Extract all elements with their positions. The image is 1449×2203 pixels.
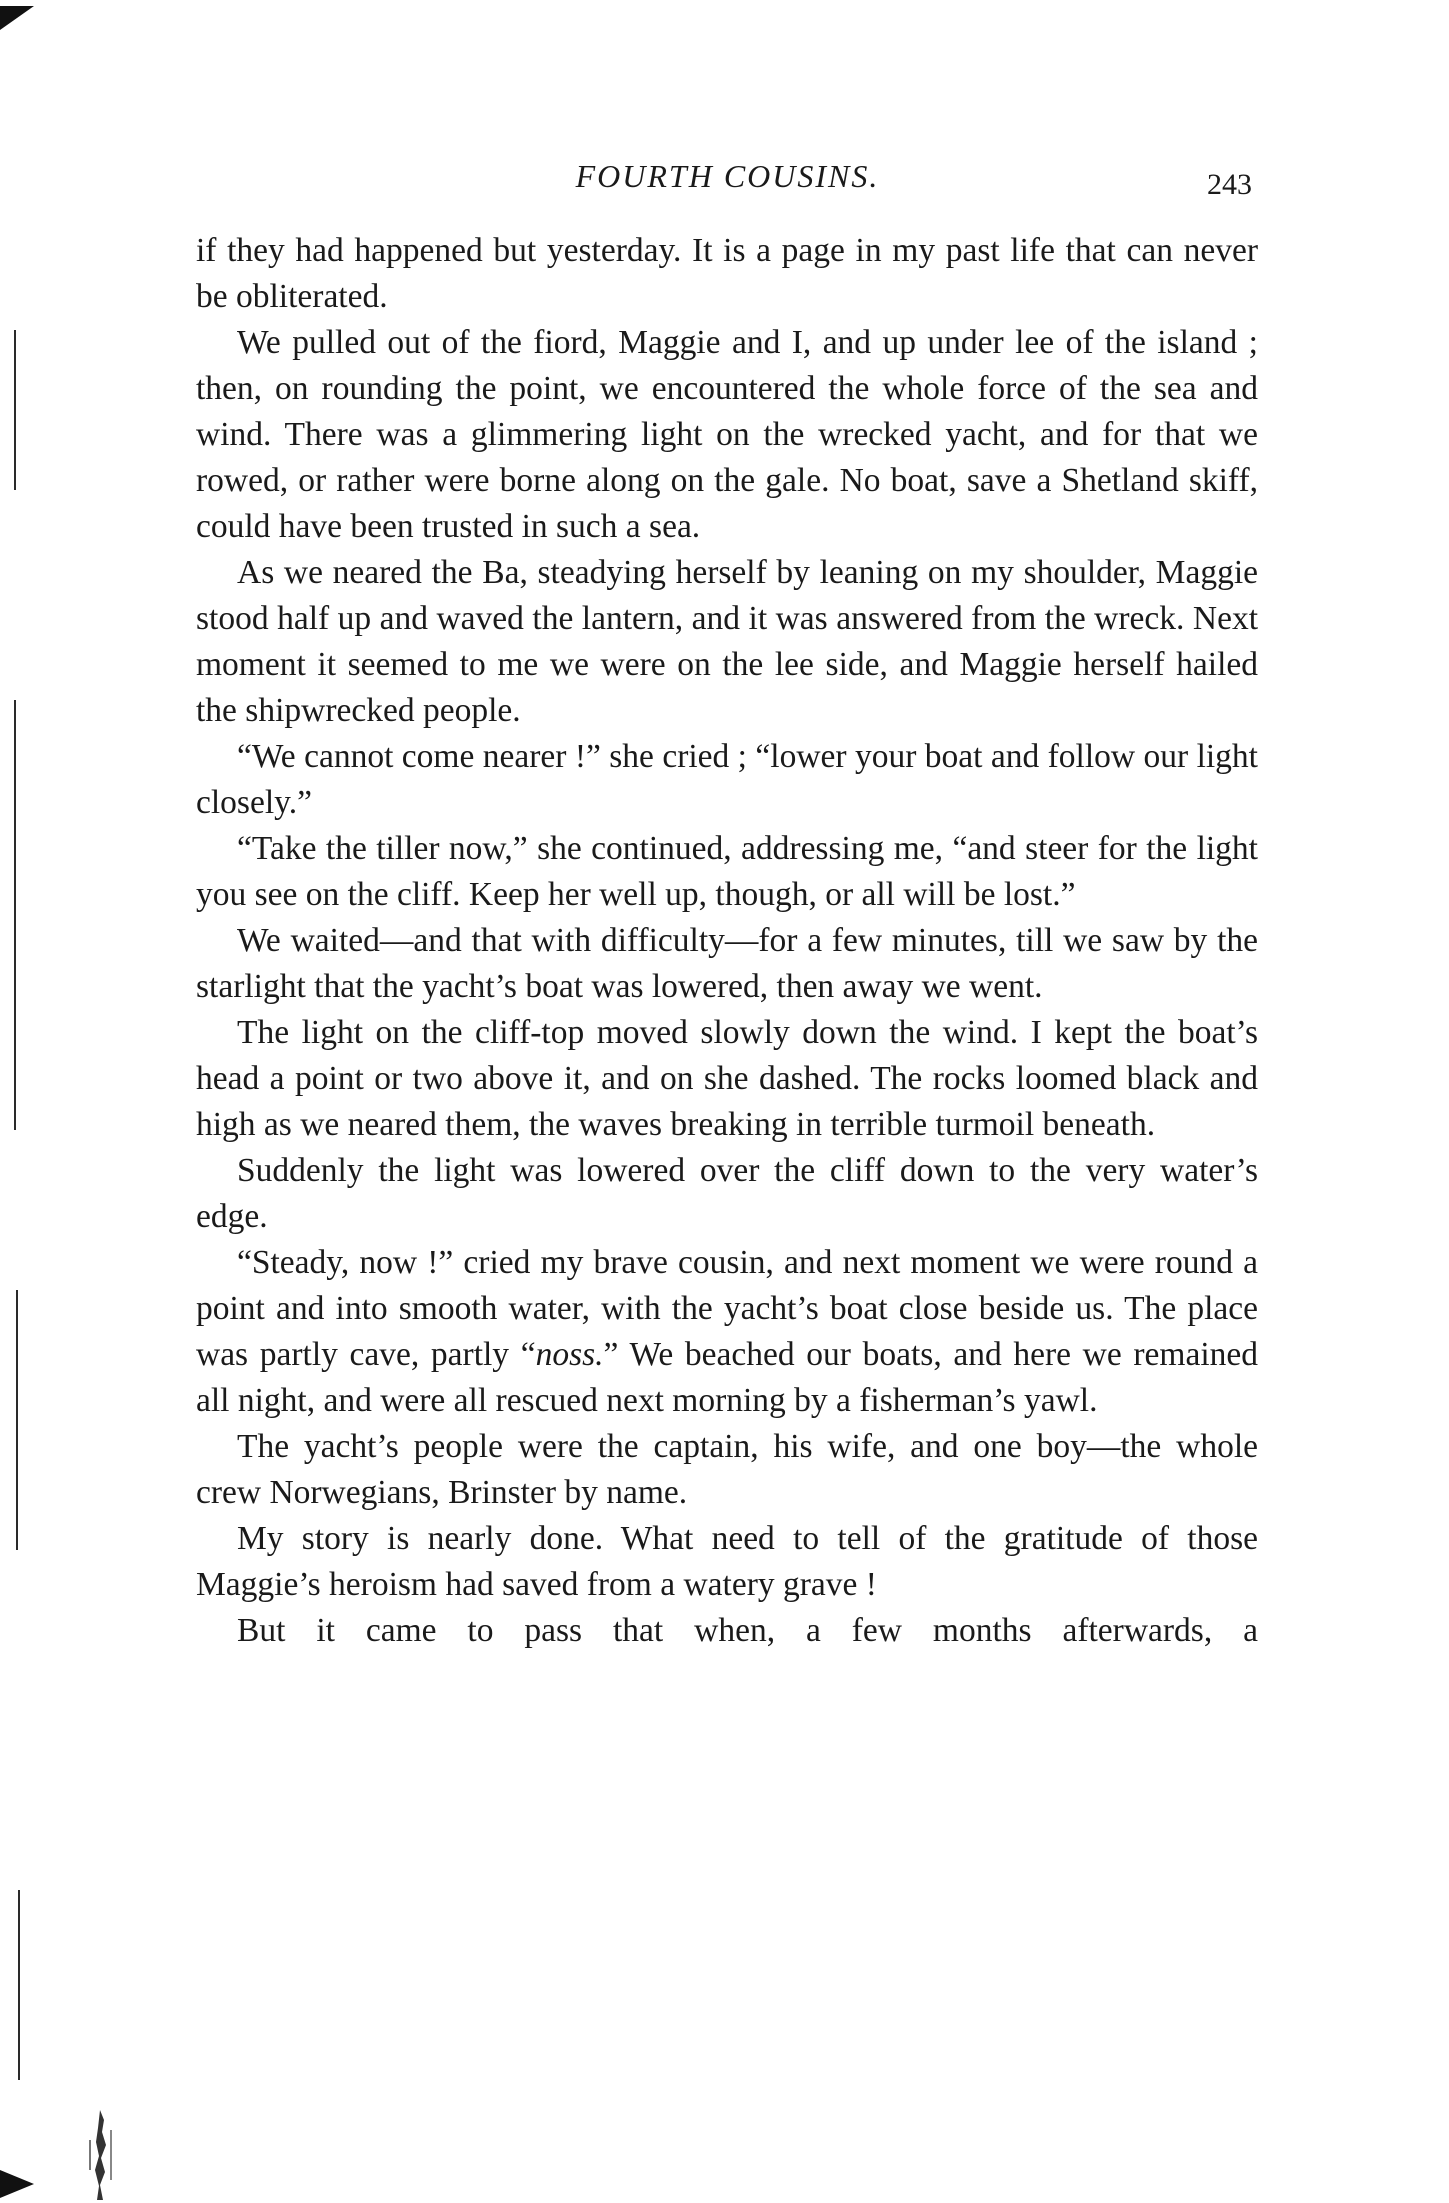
paragraph: We pulled out of the fiord, Maggie and I, and up under lee of the island ; then, on rounding the point, we encountered the whole force of the sea and wind. There was a glimmering light on the wrecked yacht, and for that we rowed, or rather were borne along on the gale. No boat, save a Shetland skiff, could have been trusted in such a sea. — [196, 324, 1258, 545]
paragraph: The yacht’s people were the captain, his wife, and one boy—the whole crew Norwegians, Brinster by name. — [196, 1428, 1258, 1511]
scan-margin-line — [16, 1290, 18, 1550]
page-header — [195, 158, 1260, 208]
scan-gutter-smudge — [86, 2110, 116, 2200]
paragraph-text: ” We beached our boats, and here we remained all night, and were all rescued next morning by a fisherman’s yawl. — [196, 1336, 1258, 1419]
paragraph-text: “Steady, now !” cried my brave cousin, and next moment we were round a point and into smooth water, with the yacht’s boat close beside us. The place was partly cave, partly “ — [196, 1244, 1258, 1373]
scan-corner-mark-top — [0, 6, 34, 30]
paragraph: But it came to pass that when, a few months afterwards, a — [237, 1612, 1258, 1649]
page-number: 243 — [1207, 168, 1252, 201]
paragraph: The light on the cliff-top moved slowly down the wind. I kept the boat’s head a point or two above it, and on she dashed. The rocks loomed black and high as we neared them, the waves breaking in terrible turmoil beneath. — [196, 1014, 1258, 1143]
italic-term: noss. — [535, 1336, 604, 1373]
paragraph: “Take the tiller now,” she continued, addressing me, “and steer for the light you see on the cliff. Keep her well up, though, or all will be lost.” — [196, 830, 1258, 913]
scan-margin-line — [14, 330, 16, 490]
scan-margin-line — [14, 700, 16, 1130]
scan-margin-line — [18, 1890, 20, 2080]
paragraph: As we neared the Ba, steadying herself by leaning on my shoulder, Maggie stood half up and waved the lantern, and it was answered from the wreck. Next moment it seemed to me we were on the lee side, and Maggie herself hailed the shipwrecked people. — [196, 554, 1258, 729]
running-title: FOURTH COUSINS. — [575, 158, 880, 194]
paragraph — [196, 1240, 1258, 1424]
scan-corner-mark-bottom — [0, 2170, 34, 2198]
paragraph: Suddenly the light was lowered over the cliff down to the very water’s edge. — [196, 1152, 1258, 1235]
paragraph: if they had happened but yesterday. It is a page in my past life that can never be obliterated. — [196, 232, 1258, 315]
paragraph: “We cannot come nearer !” she cried ; “lower your boat and follow our light closely.” — [196, 738, 1258, 821]
paragraph: We waited—and that with difficulty—for a few minutes, till we saw by the starlight that the yacht’s boat was lowered, then away we went. — [196, 922, 1258, 1005]
body-text — [196, 228, 1258, 1654]
paragraph: My story is nearly done. What need to tell of the gratitude of those Maggie’s heroism had saved from a watery grave ! — [196, 1520, 1258, 1603]
